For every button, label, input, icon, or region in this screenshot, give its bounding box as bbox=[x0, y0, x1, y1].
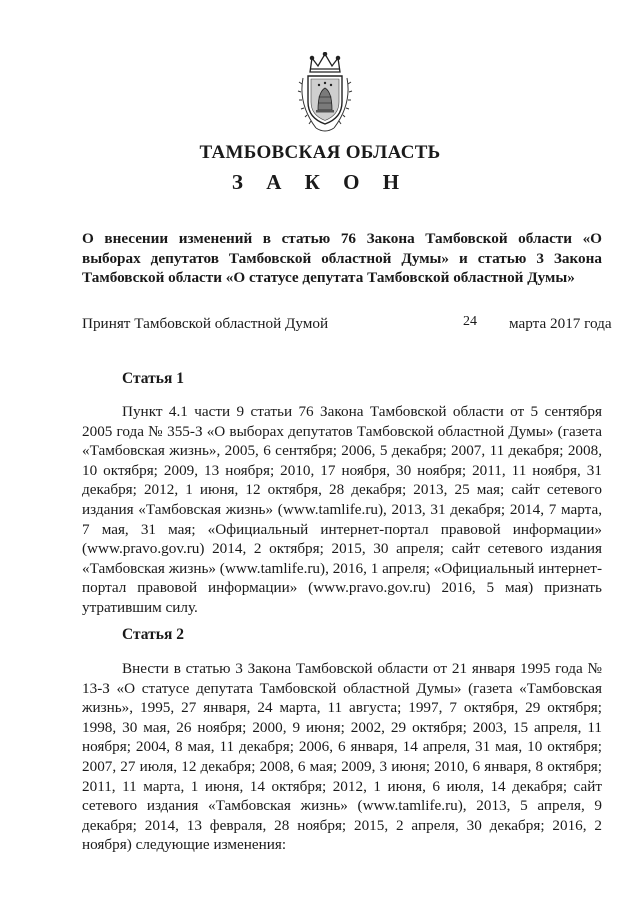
shield-icon bbox=[308, 76, 342, 124]
article-2-text: Внести в статью 3 Закона Тамбовской области от 21 января 1995 года № 13-З «О статусе депутата Тамбовской областной Думы» (газета «Тамбовская жизнь», 1995, 27 января, 24 марта, 11 августа; 1997, 7 октября, 29 октября; 1998, 30 мая, 26 ноября; 2000, 9 июня; 2002, 29 октября; 2003, 15 апреля, 11 ноября; 2004, 8 мая, 11 декабря; 2006, 6 января, 14 апреля, 31 мая, 10 октября; 2007, 27 июля, 12 декабря; 2008, 6 мая; 2009, 3 июня; 2010, 6 января, 8 октября; 2011, 11 марта, 1 июня, 14 октября; 2012, 1 июня, 6 июля, 14 декабря; сайт сетевого издания «Тамбовская жизнь» (www.tamlife.ru), 2013, 5 апреля, 9 декабря; 2014, 13 февраля, 28 ноября; 2015, 2 апреля, 30 декабря; 2016, 2 ноября) следующие изменения: bbox=[82, 660, 602, 854]
adopted-day: 24 bbox=[463, 314, 477, 329]
law-subject-title: О внесении изменений в статью 76 Закона Тамбовской области «О выборах депутатов Тамбовской областной Думы» и статью 3 Закона Тамбовской области «О статусе депутата Тамбовской областной Думы» bbox=[82, 230, 602, 286]
article-1-heading: Статья 1 bbox=[122, 370, 184, 387]
adopted-date: марта 2017 года bbox=[509, 315, 612, 332]
document-type-title: З А К О Н bbox=[231, 170, 409, 194]
coat-of-arms-emblem bbox=[296, 52, 354, 134]
article-2-heading: Статья 2 bbox=[122, 626, 184, 643]
region-title: ТАМБОВСКАЯ ОБЛАСТЬ bbox=[199, 142, 441, 163]
article-1-text: Пункт 4.1 части 9 статьи 76 Закона Тамбовской области от 5 сентября 2005 года № 355-З «О выборах депутатов Тамбовской областной Думы» (газета «Тамбовская жизнь», 2005, 6 сентября; 2006, 5 декабря; 2007, 11 декабря; 2008, 10 октября; 2009, 13 ноября; 2010, 17 ноября, 30 ноября; 2011, 11 ноября, 31 декабря; 2012, 1 июня, 12 октября, 28 декабря; 2013, 25 мая; сайт сетевого издания «Тамбовская жизнь» (www.tamlife.ru), 2013, 31 декабря; 2014, 7 марта, 7 мая, 31 мая; «Официальный интернет-портал правовой информации» (www.pravo.gov.ru) 2014, 2 октября; 2015, 30 апреля; сайт сетевого издания «Тамбовская жизнь» (www.tamlife.ru), 2016, 1 апреля; «Официальный интернет-портал правовой информации» (www.pravo.gov.ru) 2016, 5 мая) признать утратившим силу. bbox=[82, 403, 602, 616]
crown-icon bbox=[310, 52, 340, 72]
adopted-by-label: Принят Тамбовской областной Думой bbox=[82, 315, 329, 332]
